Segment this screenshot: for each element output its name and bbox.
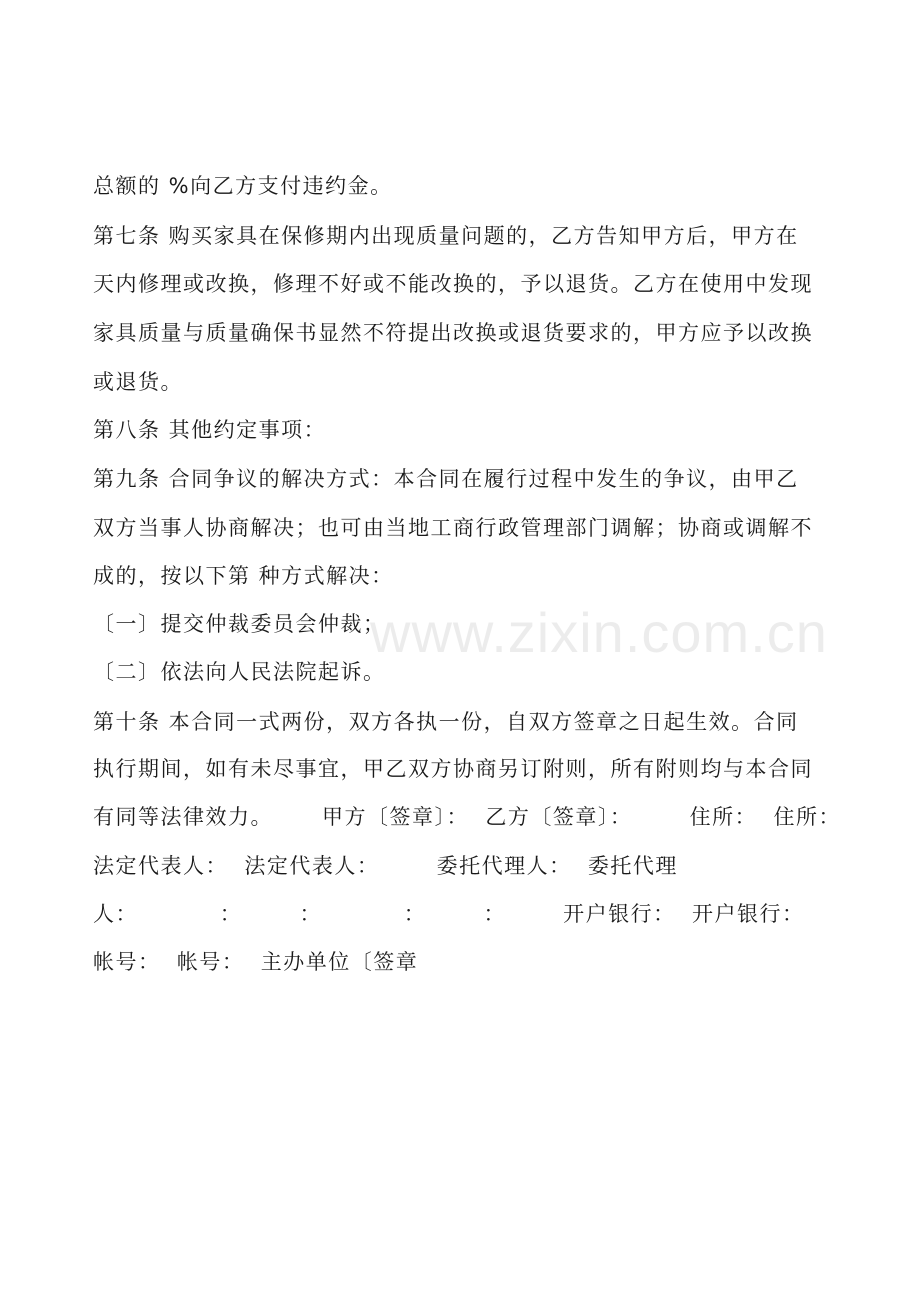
paragraph-line: 天内修理或改换，修理不好或不能改换的，予以退货。乙方在使用中发现 xyxy=(93,272,813,296)
paragraph-line: 第七条 购买家具在保修期内出现质量问题的，乙方告知甲方后，甲方在 xyxy=(93,224,799,248)
paragraph-line: 家具质量与质量确保书显然不符提出改换或退货要求的，甲方应予以改换 xyxy=(93,321,813,345)
paragraph-line: 双方当事人协商解决；也可由当地工商行政管理部门调解；协商或调解不 xyxy=(93,516,813,540)
paragraph-line: 法定代表人： 法定代表人： 委托代理人： 委托代理 xyxy=(93,854,678,878)
paragraph-line: 成的，按以下第 种方式解决： xyxy=(93,564,394,588)
paragraph-line: 第九条 合同争议的解决方式：本合同在履行过程中发生的争议，由甲乙 xyxy=(93,467,799,491)
paragraph-line: 人： ： ： ： ： 开户银行： 开户银行： xyxy=(93,902,805,926)
paragraph-line: 有同等法律效力。 甲方〔签章〕： 乙方〔签章〕： 住所： 住所： xyxy=(93,805,841,829)
paragraph-line: 帐号： 帐号： 主办单位〔签章 xyxy=(93,950,419,974)
paragraph-line: 或退货。 xyxy=(93,370,183,394)
paragraph-line: 〔二〕依法向人民法院起诉。 xyxy=(93,660,386,684)
paragraph-line: 执行期间，如有未尽事宜，甲乙双方协商另订附则，所有附则均与本合同 xyxy=(93,757,813,781)
paragraph-line: 第十条 本合同一式两份，双方各执一份，自双方签章之日起生效。合同 xyxy=(93,710,799,734)
paragraph-line: 总额的 %向乙方支付违约金。 xyxy=(93,174,393,198)
paragraph-line: 〔一〕提交仲裁委员会仲裁； xyxy=(93,612,386,636)
paragraph-line: 第八条 其他约定事项： xyxy=(93,418,327,442)
watermark: www.zixin.com.cn xyxy=(370,601,828,664)
